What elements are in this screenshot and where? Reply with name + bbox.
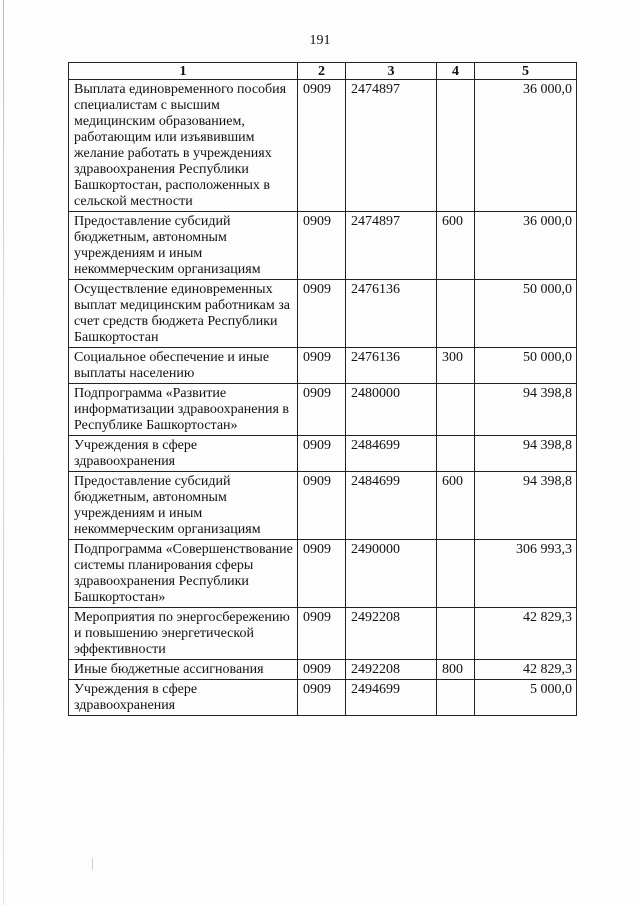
row-section: 0909 bbox=[298, 80, 346, 212]
header-col-3: 3 bbox=[346, 63, 437, 80]
page-number: 191 bbox=[309, 33, 331, 48]
row-section: 0909 bbox=[298, 680, 346, 716]
row-amount: 36 000,0 bbox=[475, 80, 577, 212]
header-col-1: 1 bbox=[69, 63, 298, 80]
header-col-5: 5 bbox=[475, 63, 577, 80]
row-name: Выплата единовременного пособия специалистам с высшим медицинским образованием, работающим или изъявившим желание работать в учреждениях здравоохранения Республики Башкортостан, расположенных в сельской местности bbox=[69, 80, 298, 212]
scan-edge bbox=[3, 0, 4, 905]
row-amount: 94 398,8 bbox=[475, 472, 577, 540]
row-section: 0909 bbox=[298, 384, 346, 436]
row-type: 300 bbox=[437, 348, 475, 384]
row-type: 600 bbox=[437, 212, 475, 280]
table-row bbox=[69, 680, 577, 716]
header-col-2: 2 bbox=[298, 63, 346, 80]
table-row bbox=[69, 80, 577, 212]
row-article: 2476136 bbox=[346, 348, 437, 384]
table-row bbox=[69, 436, 577, 472]
row-name: Подпрограмма «Развитие информатизации здравоохранения в Республике Башкортостан» bbox=[69, 384, 298, 436]
row-section: 0909 bbox=[298, 608, 346, 660]
row-type: 600 bbox=[437, 472, 475, 540]
row-amount: 42 829,3 bbox=[475, 660, 577, 680]
row-type bbox=[437, 280, 475, 348]
table-row bbox=[69, 608, 577, 660]
row-article: 2492208 bbox=[346, 660, 437, 680]
row-name: Осуществление единовременных выплат медицинским работникам за счет средств бюджета Республики Башкортостан bbox=[69, 280, 298, 348]
row-section: 0909 bbox=[298, 212, 346, 280]
row-section: 0909 bbox=[298, 280, 346, 348]
row-section: 0909 bbox=[298, 348, 346, 384]
row-article: 2484699 bbox=[346, 436, 437, 472]
table-row bbox=[69, 384, 577, 436]
table-row bbox=[69, 280, 577, 348]
table-row bbox=[69, 212, 577, 280]
row-article: 2474897 bbox=[346, 212, 437, 280]
row-amount: 306 993,3 bbox=[475, 540, 577, 608]
header-col-4: 4 bbox=[437, 63, 475, 80]
row-name: Социальное обеспечение и иные выплаты населению bbox=[69, 348, 298, 384]
row-amount: 50 000,0 bbox=[475, 348, 577, 384]
table-row bbox=[69, 472, 577, 540]
row-type bbox=[437, 680, 475, 716]
row-type bbox=[437, 384, 475, 436]
row-name: Иные бюджетные ассигнования bbox=[69, 660, 298, 680]
row-name: Предоставление субсидий бюджетным, автономным учреждениям и иным некоммерческим организациям bbox=[69, 472, 298, 540]
row-type bbox=[437, 608, 475, 660]
row-article: 2494699 bbox=[346, 680, 437, 716]
row-amount: 94 398,8 bbox=[475, 384, 577, 436]
scan-mark bbox=[92, 858, 93, 870]
row-article: 2490000 bbox=[346, 540, 437, 608]
row-amount: 42 829,3 bbox=[475, 608, 577, 660]
table-row bbox=[69, 540, 577, 608]
row-article: 2480000 bbox=[346, 384, 437, 436]
row-name: Учреждения в сфере здравоохранения bbox=[69, 680, 298, 716]
row-amount: 36 000,0 bbox=[475, 212, 577, 280]
row-type bbox=[437, 436, 475, 472]
row-section: 0909 bbox=[298, 540, 346, 608]
row-name: Подпрограмма «Совершенствование системы планирования сферы здравоохранения Республики Башкортостан» bbox=[69, 540, 298, 608]
row-section: 0909 bbox=[298, 436, 346, 472]
row-name: Учреждения в сфере здравоохранения bbox=[69, 436, 298, 472]
row-amount: 5 000,0 bbox=[475, 680, 577, 716]
row-type: 800 bbox=[437, 660, 475, 680]
budget-table bbox=[68, 62, 577, 716]
row-article: 2484699 bbox=[346, 472, 437, 540]
row-amount: 50 000,0 bbox=[475, 280, 577, 348]
row-name: Мероприятия по энергосбережению и повышению энергетической эффективности bbox=[69, 608, 298, 660]
row-section: 0909 bbox=[298, 660, 346, 680]
table-row bbox=[69, 348, 577, 384]
row-article: 2476136 bbox=[346, 280, 437, 348]
row-article: 2492208 bbox=[346, 608, 437, 660]
table-row bbox=[69, 660, 577, 680]
row-type bbox=[437, 80, 475, 212]
table-header-row bbox=[69, 63, 577, 80]
row-section: 0909 bbox=[298, 472, 346, 540]
row-amount: 94 398,8 bbox=[475, 436, 577, 472]
row-type bbox=[437, 540, 475, 608]
row-article: 2474897 bbox=[346, 80, 437, 212]
row-name: Предоставление субсидий бюджетным, автономным учреждениям и иным некоммерческим организациям bbox=[69, 212, 298, 280]
